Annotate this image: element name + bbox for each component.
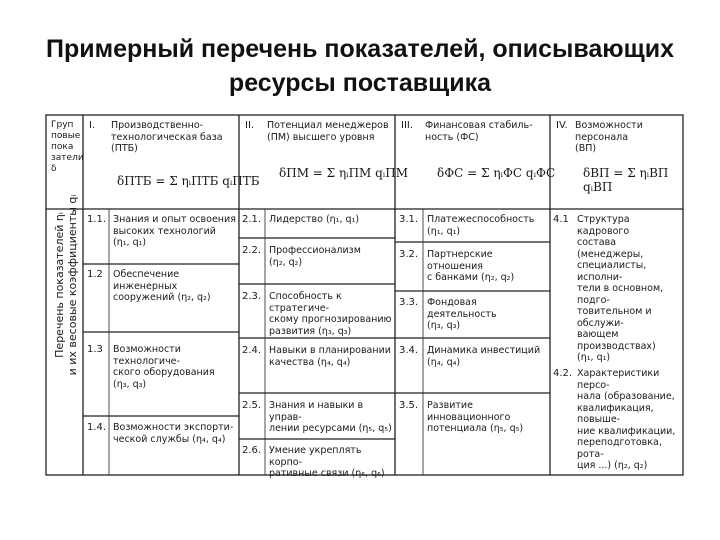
group-4-number: IV. <box>556 120 568 131</box>
c2-r5-num: 2.5. <box>242 400 262 411</box>
c2-r2-text: Профессионализм (η₂, q₂) <box>269 245 361 268</box>
c4-r1-text: Структура кадрового состава (менеджеры, специалисты, исполни- тели в основном, подго- товительном и обслужи- вающем производствах) (η₁, q₁) <box>577 214 664 363</box>
c1-r2-num: 1.2 <box>87 269 103 280</box>
scanned-table <box>45 112 685 478</box>
c3-r5-text: Развитие инновационного потенциала (η₅, q₅) <box>427 400 524 434</box>
c2-r3-text: Способность к стратегиче- скому прогнозированию развития (η₃, q₃) <box>269 291 392 337</box>
c1-r3-text: Возможности технологиче- ского оборудования (η₃, q₃) <box>113 344 215 390</box>
c3-r4-text: Динамика инвестиций (η₄, q₄) <box>427 345 541 368</box>
title-line-2: ресурсы поставщика <box>228 69 492 97</box>
side-label: Перечень показателей ηᵢ и их весовые коэффициенты qᵢ <box>53 194 79 376</box>
c4-r2-num: 4.2. <box>553 368 573 379</box>
c2-r3-num: 2.3. <box>242 291 262 302</box>
group-2-number: II. <box>245 120 255 131</box>
group-4-formula: δВП = Σ ηᵢВП qᵢВП <box>583 166 669 194</box>
c2-r6-text: Умение укреплять корпо- ративные связи (η₆, q₆) <box>269 445 385 479</box>
c1-r3-num: 1.3 <box>87 344 103 355</box>
c3-r1-text: Платежеспособность (η₁, q₁) <box>427 214 535 237</box>
group-1-formula: δПТБ = Σ ηᵢПТБ qᵢПТБ <box>117 174 260 188</box>
c1-r4-text: Возможности экспорти- ческой службы (η₄, q₄) <box>113 422 234 445</box>
c3-r4-num: 3.4. <box>399 345 419 356</box>
c2-r4-num: 2.4. <box>242 345 262 356</box>
group-3-number: III. <box>401 120 414 131</box>
c4-r2-text: Характеристики персо- нала (образование, квалификация, повыше- ние квалификации, переподготовка, ротa- ция ...) (η₂, q₂) <box>577 368 676 471</box>
c3-r2-text: Партнерские отношения с банками (η₂, q₂) <box>427 249 515 283</box>
c1-r1-num: 1.1. <box>87 214 107 225</box>
page-title <box>0 32 720 100</box>
c3-r5-num: 3.5. <box>399 400 419 411</box>
c3-r2-num: 3.2. <box>399 249 419 260</box>
group-2-formula: δПМ = Σ ηᵢПМ qᵢПМ <box>279 166 408 180</box>
c4-r1-num: 4.1 <box>553 214 569 225</box>
group-1-name: Производственно- технологическая база (ПТБ) <box>111 120 223 154</box>
group-3-name: Финансовая стабиль- ность (ФС) <box>425 120 533 143</box>
group-2-name: Потенциал менеджеров (ПМ) высшего уровня <box>267 120 389 143</box>
group-3-formula: δФС = Σ ηᵢФС qᵢФС <box>437 166 556 180</box>
c1-r1-text: Знания и опыт освоения высоких технологий (η₁, q₁) <box>113 214 236 248</box>
c3-r3-num: 3.3. <box>399 297 419 308</box>
c1-r2-text: Обеспечение инженерных сооружений (η₂, q₂) <box>113 269 211 303</box>
group-1-number: I. <box>89 120 96 131</box>
c2-r5-text: Знания и навыки в управ- лении ресурсами (η₅, q₅) <box>269 400 392 434</box>
title-line-1: Примерный перечень показателей, описывающих <box>45 35 675 63</box>
c1-r4-num: 1.4. <box>87 422 107 433</box>
c2-r1-num: 2.1. <box>242 214 262 225</box>
c3-r1-num: 3.1. <box>399 214 419 225</box>
c2-r6-num: 2.6. <box>242 445 262 456</box>
group-header: Груп повые пока затели δ <box>51 120 84 174</box>
c2-r1-text: Лидерство (η₁, q₁) <box>269 214 360 225</box>
group-4-name: Возможности персонала (ВП) <box>575 120 643 154</box>
c3-r3-text: Фондовая деятельность (η₃, q₃) <box>427 297 497 331</box>
c2-r4-text: Навыки в планировании качества (η₄, q₄) <box>269 345 391 368</box>
c2-r2-num: 2.2. <box>242 245 262 256</box>
